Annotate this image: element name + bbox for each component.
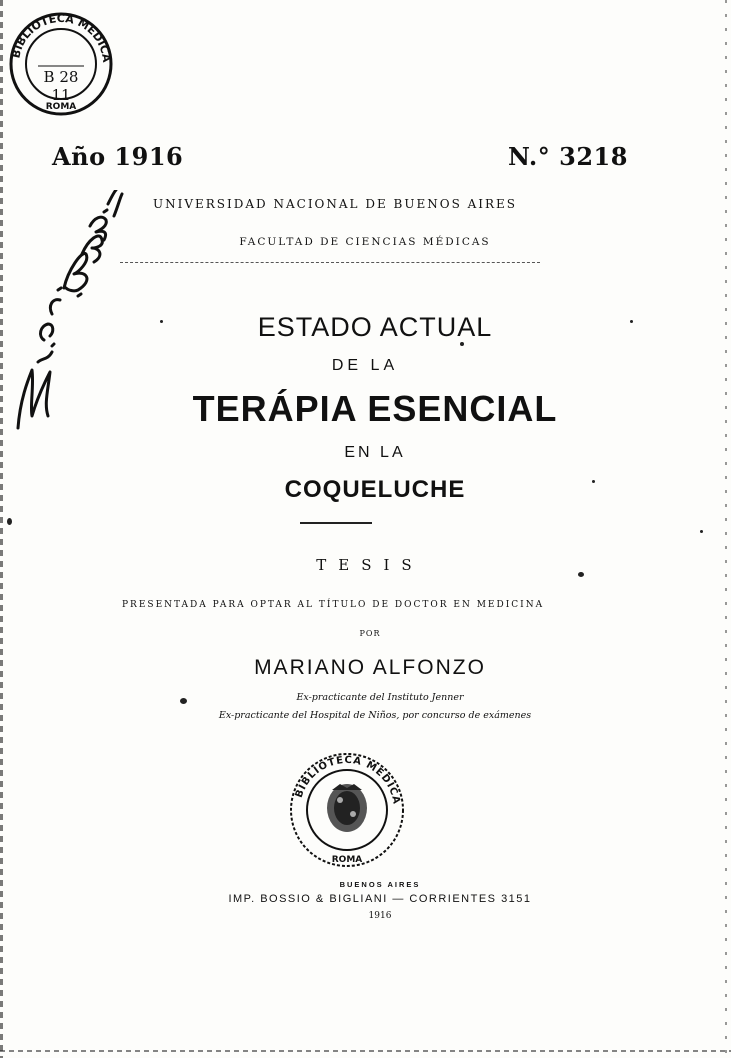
left-scan-edge xyxy=(0,0,3,1058)
stamp-ring-text: BIBLIOTECA MEDICA xyxy=(9,11,114,64)
scan-speck xyxy=(592,480,595,483)
scan-speck xyxy=(180,698,187,704)
imprint-city: BUENOS AIRES xyxy=(339,880,421,889)
stamp-emblem-icon xyxy=(327,784,367,832)
author-credential-2: Ex-practicante del Hospital de Niños, por concurso de exámenes xyxy=(218,710,532,721)
scan-speck xyxy=(7,518,12,525)
header-rule xyxy=(120,262,540,263)
library-stamp-center xyxy=(282,750,412,870)
right-scan-edge xyxy=(725,0,727,1058)
university-name: UNIVERSIDAD NACIONAL DE BUENOS AIRES xyxy=(152,197,518,211)
library-stamp-top xyxy=(8,8,114,120)
title-line-4: EN LA xyxy=(344,444,406,461)
year-label: Año 1916 xyxy=(52,142,184,171)
title-divider xyxy=(300,522,372,524)
stamp-number: 11 xyxy=(51,86,71,104)
bottom-scan-edge xyxy=(0,1050,731,1052)
title-line-3: TERÁPIA ESENCIAL xyxy=(192,388,558,429)
scan-speck xyxy=(700,530,703,533)
tesis-label: TESIS xyxy=(316,556,424,574)
title-line-2: DE LA xyxy=(331,357,399,374)
stamp-city: ROMA xyxy=(45,102,77,112)
faculty-name: FACULTAD DE CIENCIAS MÉDICAS xyxy=(239,236,491,248)
presented-for-degree: PRESENTADA PARA OPTAR AL TÍTULO DE DOCTOR EN MEDICINA xyxy=(122,600,545,610)
center-stamp-city: ROMA xyxy=(331,855,363,865)
scan-speck xyxy=(630,320,633,323)
imprint-year: 1916 xyxy=(368,911,392,921)
scan-speck xyxy=(460,342,464,346)
svg-text:BIBLIOTECA MEDICA xyxy=(9,12,113,64)
thesis-number: N.° 3218 xyxy=(508,142,628,171)
title-line-5: COQUELUCHE xyxy=(284,476,466,503)
stamp-shelfmark: B 28 xyxy=(43,68,79,86)
author-name: MARIANO ALFONZO xyxy=(254,656,486,679)
center-stamp-ring-text: BIBLIOTECA MEDICA xyxy=(293,754,402,806)
printer-line: IMP. BOSSIO & BIGLIANI — CORRIENTES 3151 xyxy=(228,893,532,905)
scan-speck xyxy=(578,572,584,577)
by-label: POR xyxy=(359,629,381,638)
title-line-1: ESTADO ACTUAL xyxy=(257,312,493,342)
scan-speck xyxy=(160,320,163,323)
author-credential-1: Ex-practicante del Instituto Jenner xyxy=(296,692,464,703)
